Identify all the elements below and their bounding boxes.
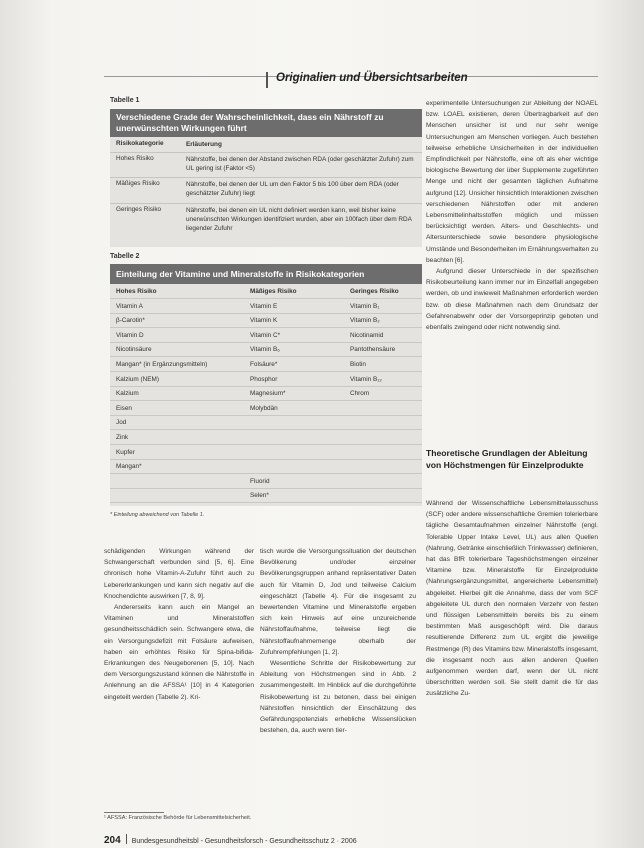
- table-row: [110, 315, 422, 328]
- table-cell: Kalzium (NEM): [116, 375, 159, 383]
- table-cell: Phosphor: [250, 375, 278, 383]
- table-row: [110, 388, 422, 401]
- header-separator: [266, 72, 268, 88]
- table-cell: Vitamin C*: [250, 331, 281, 339]
- table-row: [110, 177, 422, 204]
- table-cell: Vitamin B₂: [350, 317, 380, 325]
- table-row: [110, 490, 422, 503]
- table-row: [110, 203, 422, 245]
- paragraph: Aufgrund dieser Unterschiede in der spezifischen Risikobeurteilung kann immer nur im Einzelfall angegeben werden, ob und inwieweit Maßnahmen erforderlich werden bzw. ob diese Maßnahmen nach dem Grundsatz der Gefahrenabwehr oder der Vorsorgeprinzip geboten und ebenfalls zwingend oder nicht notwendig sind.: [426, 268, 598, 332]
- table-cell: Vitamin B₁: [350, 302, 380, 310]
- table-row: [110, 344, 422, 357]
- table-cell: Magnesium*: [250, 390, 286, 398]
- body-column-right-lower: [426, 498, 598, 700]
- body-column-middle: [260, 546, 416, 736]
- table-cell: Fluorid: [250, 477, 270, 485]
- table-row: [110, 403, 422, 416]
- journal-citation: Bundesgesundheitsbl - Gesundheitsforsch - Gesundheitsschutz 2 · 2006: [131, 838, 357, 845]
- table-row: [110, 417, 422, 430]
- footer-separator: [126, 834, 127, 844]
- table-cell: Vitamin K: [250, 317, 278, 325]
- table-cell: Folsäure*: [250, 361, 278, 368]
- table-cell: Mangan*: [116, 463, 142, 471]
- table2-col-header: Hohes Risiko: [116, 288, 157, 295]
- table-row: [110, 432, 422, 445]
- table-row: [110, 330, 422, 343]
- table2-body: [110, 284, 422, 506]
- table-cell: Vitamin E: [250, 302, 278, 310]
- table2-label: Tabelle 2: [110, 253, 140, 260]
- risk-description: Nährstoffe, bei denen der UL um den Faktor 5 bis 100 über dem RDA (oder geschätzter Zufuhr) liegt: [186, 181, 399, 197]
- table-row: [110, 447, 422, 460]
- table-row: [110, 476, 422, 489]
- table-cell: β-Carotin*: [116, 317, 145, 325]
- risk-category: Hohes Risiko: [116, 155, 154, 162]
- table2-col-header: Mäßiges Risiko: [250, 288, 297, 295]
- risk-description: Nährstoffe, bei denen ein UL nicht definiert werden kann, weil bisher keine unerwünschten Wirkungen identifiziert wurden, aber ein 100fach über dem RDA liegender Zufuhr: [186, 207, 412, 232]
- table-cell: Mangan* (in Ergänzungsmitteln): [116, 361, 208, 368]
- table-cell: Vitamin B₁₂: [350, 375, 382, 383]
- table-cell: Pantothensäure: [350, 346, 396, 354]
- footnote: ¹ AFSSA: Französische Behörde für Lebensmittelsicherheit.: [104, 815, 252, 821]
- paragraph: Während der Wissenschaftliche Lebensmittelausschuss (SCF) oder andere wissenschaftliche Gremien tolerierbare tägliche Gesamtaufnahmen einzelner Nährstoffe (engl. Tolerable Upper Intake Level, UL) aus allen Quellen (Nahrung, Getränke einschließlich Trinkwasser) definieren, hat das BfR tolerierbare Tageshöchstmengen einzelner Vitamine bzw. Mineralstoffe für Einzelprodukte (Nahrungsergänzungsmittel, angereicherte Lebensmittel) abgeleitet. Hierbei gilt die Annahme, dass der vom SCF abgeleitete UL durch den normalen Verzehr von festen und flüssigen Lebensmitteln bereits bis zu einem bestimmten Maß ausgeschöpft wird. Die daraus resultierende Differenz zum UL ergibt die jeweilige Restmenge (R) des Vitamins bzw. Mineralstoffs insgesamt, die insgesamt noch aus allen anderen Quellen aufgenommen werden darf, wenn der UL nicht überschritten werden soll. Sie stellt damit die für das zusätzliche Zu-: [426, 500, 598, 698]
- table-cell: Chrom: [350, 390, 370, 398]
- table1-header-row: [110, 137, 422, 153]
- table-cell: Jod: [116, 419, 127, 427]
- table2-title: Einteilung der Vitamine und Mineralstoffe in Risikokategorien: [110, 264, 422, 284]
- footnote-rule: [104, 812, 164, 813]
- table1-col-header: Erläuterung: [186, 141, 222, 148]
- table-cell: Vitamin A: [116, 302, 143, 310]
- paragraph: Andererseits kann auch ein Mangel an Vitaminen und Mineralstoffen gesundheitsschädlich sein. Schwangere etwa, die ein Versorgungsdefizit mit Folsäure aufweisen, haben ein erhöhtes Risiko für Spina-bifida-Erkrankungen des Neugeborenen [5, 10]. Nach dem Versorgungszustand können die Nährstoffe in Anlehnung an die AFSSA¹ [10] in 4 Kategorien eingeteilt werden (Tabelle 2). Kri-: [104, 604, 254, 701]
- paragraph: schädigenden Wirkungen während der Schwangerschaft verbunden sind [5, 6]. Eine chronisch hohe Vitamin-A-Zufuhr führt auch zu Lebererkrankungen und kann sich negativ auf die Knochendichte auswirken [7, 8, 9].: [104, 548, 254, 600]
- body-column-left: [104, 546, 254, 703]
- page-footer: [104, 834, 357, 846]
- table-cell: Biotin: [350, 361, 366, 368]
- table-cell: Vitamin B₆: [250, 346, 280, 354]
- body-column-right: [426, 98, 598, 333]
- table-cell: Eisen: [116, 404, 132, 412]
- table-cell: Zink: [116, 434, 129, 441]
- table-cell: Selen*: [250, 492, 269, 500]
- table-row: [110, 359, 422, 372]
- table-cell: Nicotinsäure: [116, 346, 152, 354]
- table2-header-row: [110, 286, 422, 299]
- table-row: [110, 374, 422, 387]
- paragraph: Wesentliche Schritte der Risikobewertung zur Ableitung von Höchstmengen sind in Abb. 2 zusammengestellt. Im Hinblick auf die durchgeführte Risikobewertung ist zu betonen, dass bei einigen Nährstoffen hinsichtlich der Einschätzung des Gefährdungspotenzials erhebliche Wissenslücken bestehen, da, auch wenn tier-: [260, 660, 416, 735]
- table1-body: [110, 137, 422, 247]
- table1-label: Tabelle 1: [110, 97, 140, 104]
- table1-title: Verschiedene Grade der Wahrscheinlichkeit, dass ein Nährstoff zu unerwünschten Wirkungen führt: [110, 109, 422, 137]
- table-cell: Kupfer: [116, 448, 135, 456]
- risk-description: Nährstoffe, bei denen der Abstand zwischen RDA (oder geschätzter Zufuhr) zum UL gering ist (Faktor <5): [186, 156, 414, 172]
- paragraph: tisch wurde die Versorgungssituation der deutschen Bevölkerung und/oder einzelner Bevölkerungsgruppen anhand repräsentativer Daten auch für Vitamin D, Jod und teilweise Calcium eingeschätzt (Tabelle 4). Für die insgesamt zu bewertenden Vitamine und Mineralstoffe ergeben sich kein Hinweis auf eine unzureichende Nährstoffaufnahme, teilweise liegt die Nährstoffaufnahmemenge oberhalb der Zufuhrempfehlungen [1, 2].: [260, 548, 416, 656]
- section-heading: Theoretische Grundlagen der Ableitung von Höchstmengen für Einzelprodukte: [426, 448, 588, 470]
- table-row: [110, 461, 422, 474]
- paragraph: experimentelle Untersuchungen zur Ableitung der NOAEL bzw. LOAEL existieren, deren Übertragbarkeit auf den Menschen unsicher ist und nur sehr wenige Untersuchungen am Menschen vorliegen. Auch bestehen teilweise erhebliche Unsicherheiten in der individuellen Empfindlichkeit per Nährstoffe, eine oft als eher wichtige biologische Bewertung der über Supplemente zugeführten Menge und nicht der gesamten täglichen Aufnahme aufgrund [12]. Unsicher hinsichtlich Interaktionen zwischen verschiedenen Nährstoffen oder mit anderen Lebensmittelinhaltsstoffen möglich und müssen berücksichtigt werden. Alters- und Geschlechts- und Altersunterschiede sowie besondere physiologische Umstände und Besonderheiten im Ernährungsverhalten zu beachten [6].: [426, 100, 598, 264]
- table-cell: Kalzium: [116, 390, 139, 398]
- table2-col-header: Geringes Risiko: [350, 288, 399, 295]
- page-number: 204: [104, 835, 121, 846]
- table2-footnote: * Einteilung abweichend von Tabelle 1.: [110, 512, 205, 518]
- table-row: [110, 152, 422, 178]
- risk-category: Geringes Risiko: [116, 206, 162, 213]
- table-row: [110, 301, 422, 314]
- table-cell: Vitamin D: [116, 331, 144, 339]
- risk-category: Mäßiges Risiko: [116, 180, 160, 187]
- table1-col-header: Risikokategorie: [116, 140, 164, 147]
- running-header: Originalien und Übersichtsarbeiten: [276, 72, 468, 84]
- table-cell: Molybdän: [250, 404, 278, 412]
- table-cell: Nicotinamid: [350, 331, 384, 339]
